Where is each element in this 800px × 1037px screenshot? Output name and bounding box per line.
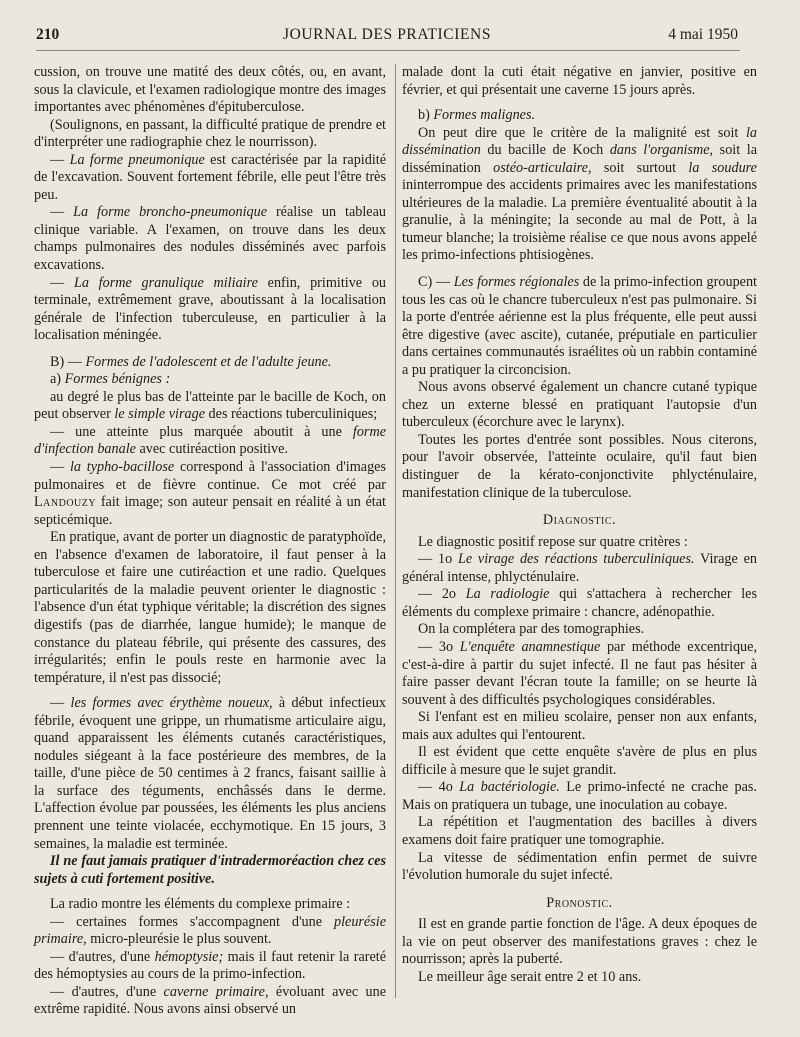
paragraph: Nous avons observé également un chancre cutané typique chez un externe blessé en pratiquant l'autopsie d'un tuberculeux (écorchure avec le larynx). xyxy=(402,379,757,431)
paragraph: — 2o La radiologie qui s'attachera à rechercher les éléments du complexe primaire : chancre, adénopathie. xyxy=(402,586,757,620)
issue-date: 4 mai 1950 xyxy=(668,26,738,43)
paragraph: — d'autres, d'une hémoptysie; mais il faut retenir la rareté des hémoptysies au cours de la primo-infection. xyxy=(34,948,386,983)
paragraph: La répétition et l'augmentation des bacilles à divers examens doit faire pratiquer une tomographie. xyxy=(402,814,757,848)
paragraph: — d'autres, d'une caverne primaire, évoluant avec une extrême rapidité. Nous avons ainsi observé un xyxy=(34,983,386,1018)
column-divider xyxy=(395,64,396,998)
heading-pronostic: Pronostic. xyxy=(546,894,613,911)
paragraph: — une atteinte plus marquée aboutit à une forme d'infection banale avec cutiréaction positive. xyxy=(34,423,386,458)
left-column xyxy=(34,64,386,1019)
paragraph: Toutes les portes d'entrée sont possibles. Nous citerons, pour l'avoir observée, l'atteinte oculaire, qu'il faut bien distinguer de la kérato-conjonctivite phlycténulaire, manifestation clinique de la tuberculose. xyxy=(402,431,757,501)
subsection-heading: a) Formes bénignes : xyxy=(50,371,171,388)
paragraph: — la typho-bacillose correspond à l'association d'images pulmonaires et de fièvre continue. Ce mot créé par Landouzy fait image; son auteur pensait en réalité à un état septicémique. xyxy=(34,459,386,528)
page-number: 210 xyxy=(36,26,60,43)
paragraph: — La forme broncho-pneumonique réalise un tableau clinique variable. A l'examen, on trouve dans les deux champs pulmonaires des nodules disséminés avec parfois excavations. xyxy=(34,204,386,274)
paragraph: — 1o Le virage des réactions tuberculiniques. Virage en général intense, phlycténulaire. xyxy=(402,551,757,585)
heading-diagnostic: Diagnostic. xyxy=(542,512,617,529)
paragraph: — La forme granulique miliaire enfin, primitive ou terminale, extrêmement grave, aboutissant à la localisation générale de l'infection tuberculeuse, en particulier à la localisation méningée. xyxy=(34,274,387,344)
subsection-heading: b) Formes malignes. xyxy=(418,107,536,124)
paragraph: — La forme pneumonique est caractérisée par la rapidité de l'excavation. Souvent fortement fébrile, elle peut l'être très peu. xyxy=(34,151,386,203)
paragraph: C) — Les formes régionales de la primo-infection groupent tous les cas où le chancre tuberculeux n'est pas pulmonaire. Si la porte d'entrée aérienne est la plus fréquente, elle peut aussi être digestive (avec ascite), cutanée, préputiale en particulier dans certaines communautés israélites où un rabbin contaminé a pu pratiquer la circoncision. xyxy=(402,274,757,378)
section-heading: B) — Formes de l'adolescent et de l'adulte jeune. xyxy=(50,353,332,370)
paragraph: On la complétera par des tomographies. xyxy=(418,621,645,638)
paragraph: malade dont la cuti était négative en janvier, positive en février, et qui présentait une caverne 15 jours après. xyxy=(402,64,757,98)
paragraph: On peut dire que le critère de la malignité est soit la dissémination du bacille de Koch dans l'organisme, soit la dissémination ostéo-articulaire, soit surtout la soudure ininterrompue des accidents primaires avec les manifestations ultérieures de la maladie. La première éventualité aboutit à la granulie, à la méningite; la seconde au mal de Pott, à la tumeur blanche; la troisième réalise ce que nous avons appelé les primo-infections phtisiogènes. xyxy=(402,124,757,264)
paragraph: cussion, on trouve une matité des deux côtés, ou, en avant, sous la clavicule, et l'examen radiologique montre des images importantes avec phénomènes d'épituberculose. xyxy=(34,64,386,116)
paragraph: Le diagnostic positif repose sur quatre critères : xyxy=(418,533,688,550)
right-column xyxy=(402,64,757,986)
paragraph: La radio montre les éléments du complexe primaire : xyxy=(50,896,351,913)
paragraph: (Soulignons, en passant, la difficulté pratique de prendre et d'interpréter une radiographie chez le nourrisson). xyxy=(34,116,386,151)
paragraph: Il est évident que cette enquête s'avère de plus en plus difficile à mesure que le sujet grandit. xyxy=(402,744,757,778)
header-rule xyxy=(36,50,740,51)
paragraph: — certaines formes s'accompagnent d'une pleurésie primaire, micro-pleurésie le plus souvent. xyxy=(34,913,386,948)
paragraph: au degré le plus bas de l'atteinte par le bacille de Koch, on peut observer le simple virage des réactions tuberculiniques; xyxy=(34,388,386,423)
paragraph: Si l'enfant est en milieu scolaire, penser non aux enfants, mais aux adultes qui l'entourent. xyxy=(402,709,757,743)
paragraph: Le meilleur âge serait entre 2 et 10 ans. xyxy=(418,968,642,985)
journal-title: JOURNAL DES PRATICIENS xyxy=(282,26,492,43)
paragraph: Il ne faut jamais pratiquer d'intradermoréaction chez ces sujets à cuti fortement positive. xyxy=(34,853,386,887)
paragraph: — 3o L'enquête anamnestique par méthode excentrique, c'est-à-dire à partir du sujet infecté. Il ne faut pas hésiter à faire passer devant l'écran toute la famille; on se heurte là souvent à des difficultés psychologiques considérables. xyxy=(402,638,757,708)
paragraph: — 4o La bactériologie. Le primo-infecté ne crache pas. Mais on pratiquera un tubage, une inoculation au cobaye. xyxy=(402,779,757,813)
paragraph: Il est en grande partie fonction de l'âge. A deux époques de la vie on peut observer des manifestations graves : chez le nourrisson; après la puberté. xyxy=(402,916,757,968)
paragraph: La vitesse de sédimentation enfin permet de suivre l'évolution humorale du sujet infecté. xyxy=(402,849,757,884)
paragraph: En pratique, avant de porter un diagnostic de paratyphoïde, en l'absence d'examen de laboratoire, il faut penser à la tuberculose et faire une cutiréaction et une radio. Quelques particularités de la maladie peuvent orienter le diagnostic : l'absence d'un état typhique véritable; la discrétion des signes digestifs (pas de diarrhée, langue humide); le manque de constance du plateau fébrile, qui présente des cassures, des irrégularités; enfin le pouls reste en harmonie avec la température, il n'est pas dissocié; xyxy=(34,529,386,686)
paragraph: — les formes avec érythème noueux, à début infectieux fébrile, évoquent une grippe, un rhumatisme articulaire aigu, quand apparaissent les éléments cutanés caractéristiques, nodules siégeant à la face postérieure des membres, de la taille, d'une pièce de 50 centimes à 2 francs, faisant saillie à la surface des téguments, enchâssés dans le derme. L'affection évolue par poussées, les éléments les plus anciens prennent une teinte violacée, ecchymotique. En 15 jours, 3 semaines, la maladie est terminée. xyxy=(34,695,387,852)
page-header xyxy=(36,26,738,46)
